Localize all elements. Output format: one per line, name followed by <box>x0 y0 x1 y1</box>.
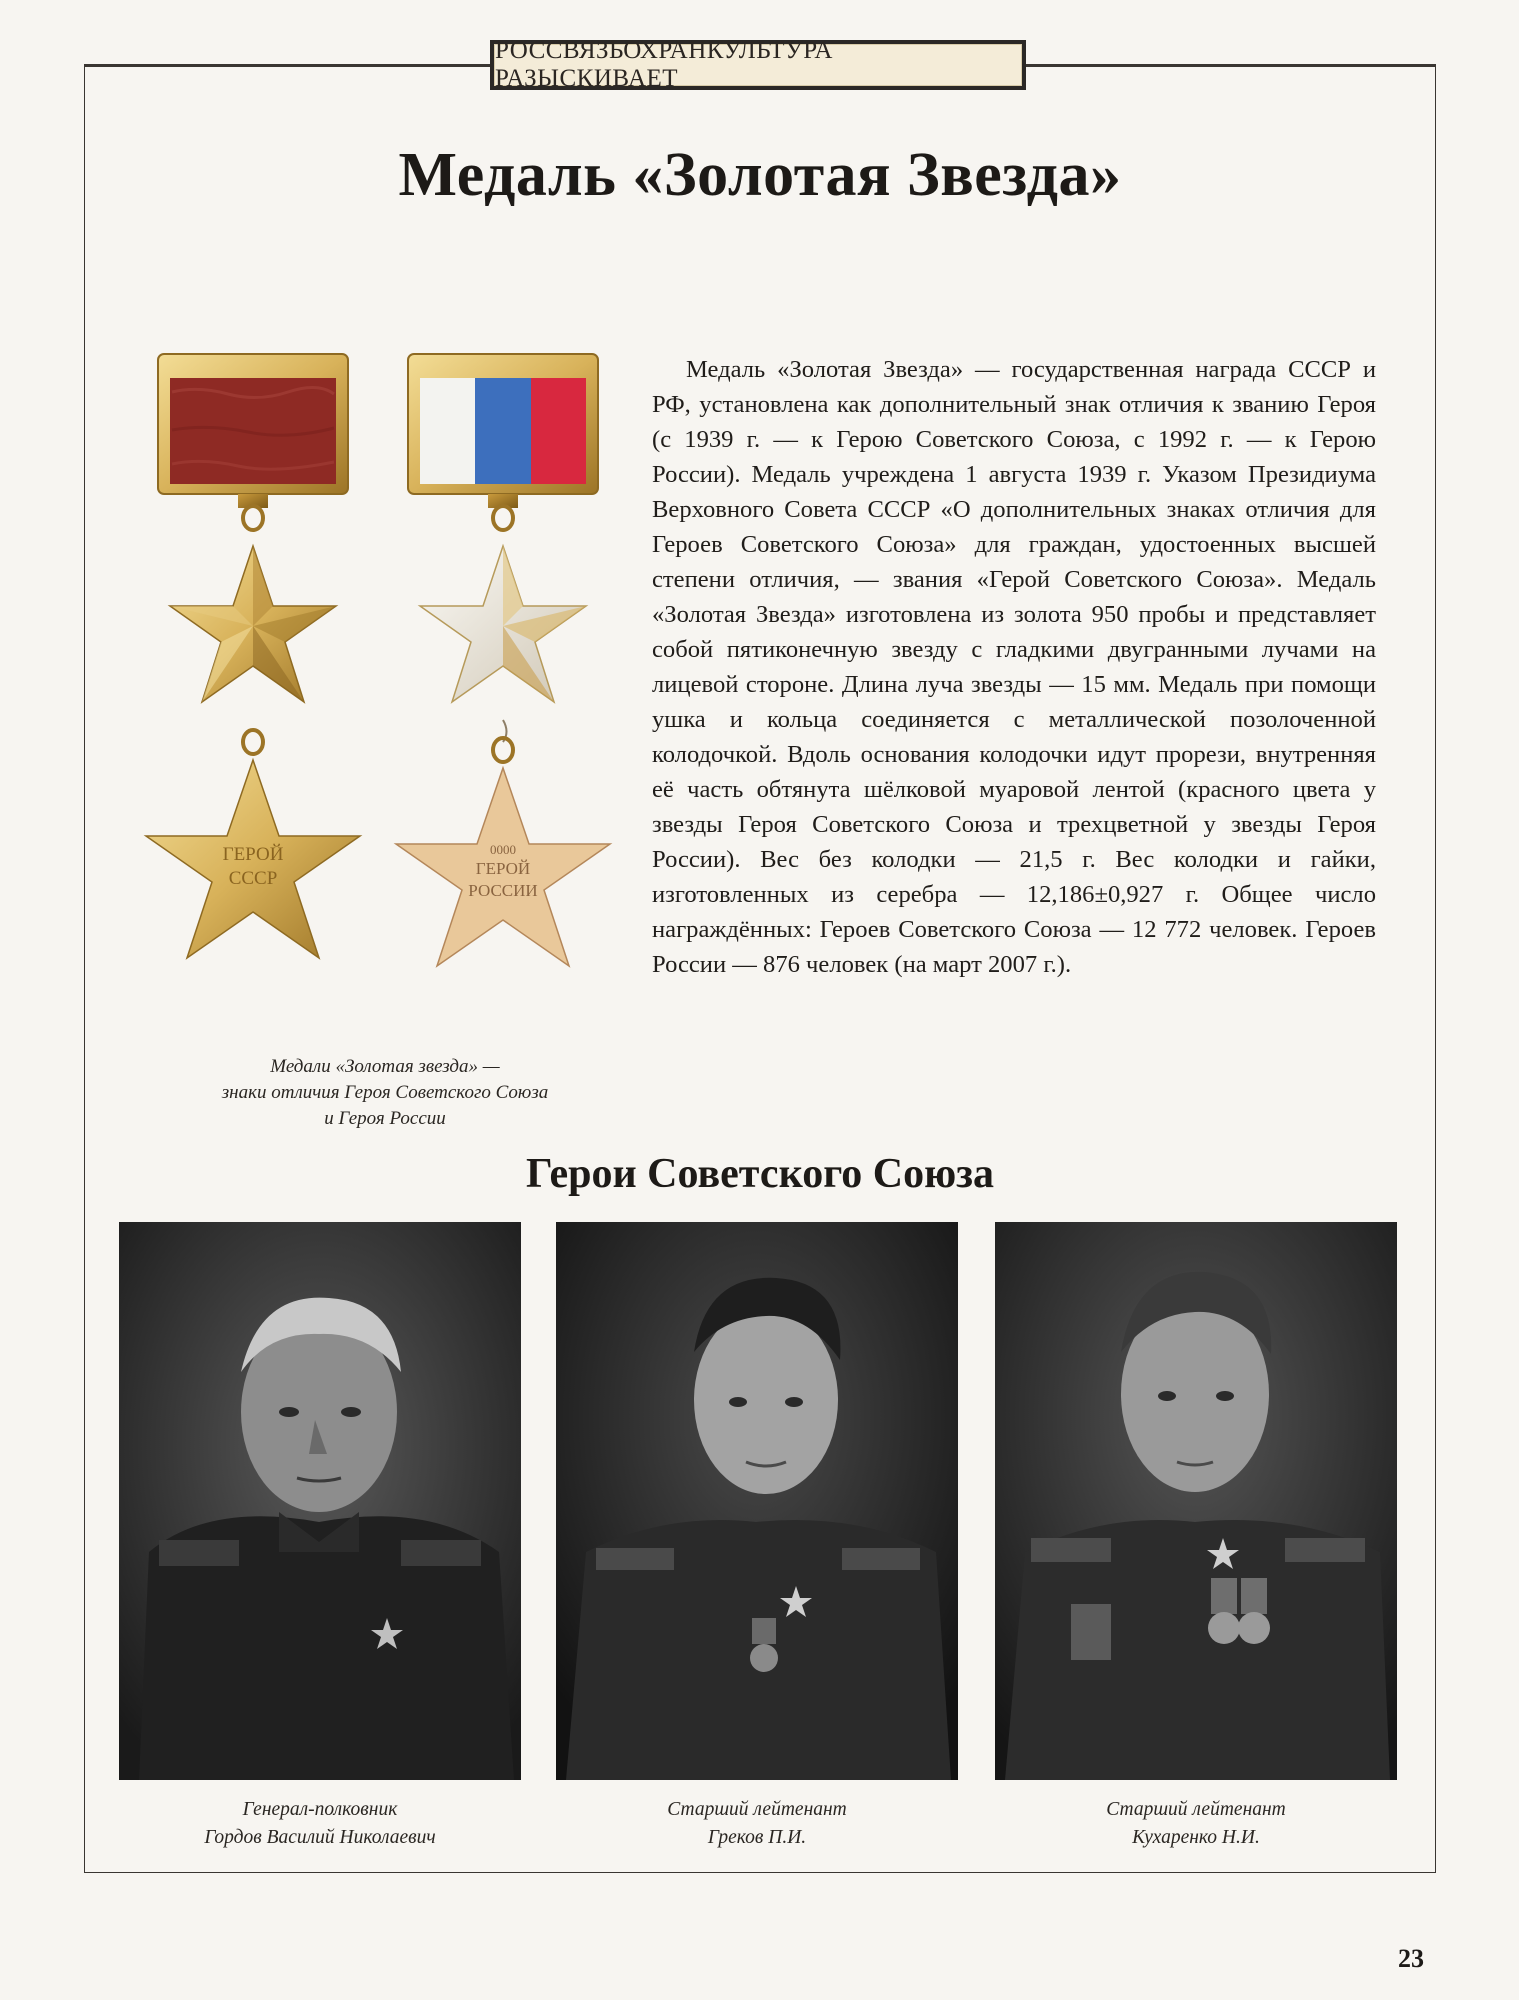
caption-rank: Старший лейтенант <box>667 1799 847 1820</box>
ussr-medal-reverse <box>146 730 360 958</box>
article-title: Медаль «Золотая Звезда» <box>398 141 1122 209</box>
page-number: 23 <box>1398 1944 1424 1973</box>
section-header <box>490 37 1026 92</box>
portrait-caption <box>556 1796 958 1852</box>
medals-caption <box>170 1054 600 1132</box>
portrait-caption <box>995 1796 1397 1852</box>
russia-medal-obverse <box>408 354 598 702</box>
caption-name: Греков П.И. <box>707 1827 807 1848</box>
caption-name: Кухаренко Н.И. <box>1132 1827 1260 1848</box>
medals-illustration <box>138 340 628 1000</box>
portrait-photo-kukharenko <box>995 1222 1397 1780</box>
article-paragraph: Медаль «Золотая Звезда» — государственная награда СССР и РФ, установлена как дополнительный знак отличия к званию Героя (с 1939 г. — к Герою Советского Союза, с 1992 г. — к Герою России). Медаль учреждена 1 августа 1939 г. Указом Президиума Верховного Совета СССР «О дополнительных знаках отличия для Героев Советского Союза» для граждан, удостоенных высшей степени отличия, — звания «Герой Советского Союза». Медаль «Золотая Звезда» изготовлена из золота 950 пробы и представляет собой пятиконечную звезду с гладкими двугранными лучами на лицевой стороне. Длина луча звезды — 15 мм. Медаль при помощи ушка и кольца соединяется с металлической позолоченной колодочкой. Вдоль основания колодочки идут прорези, внутренняя её часть обтянута шёлковой муаровой лентой (красного цвета у звезды Героя Советского Союза и трехцветной у звезды Героя России). Вес без колодки — 21,5 г. Вес колодки и гайки, изготовленных из серебра — 12,186±0,927 г. Общее число награждённых: Героев Советского Союза — 12 772 человек. Героев России — 876 человек (на март 2007 г.). <box>652 356 1376 978</box>
caption-name: Гордов Василий Николаевич <box>204 1827 436 1848</box>
portrait-photo-grekov <box>556 1222 958 1780</box>
ribbon-white <box>420 378 475 484</box>
russia-reverse-line2: РОССИИ <box>468 881 538 900</box>
header-rule-left <box>84 64 490 66</box>
medals-caption-line: знаки отличия Героя Советского Союза <box>221 1082 549 1103</box>
caption-rank: Старший лейтенант <box>1106 1799 1286 1820</box>
heroes-section-title: Герои Советского Союза <box>525 1151 995 1197</box>
portrait-caption <box>119 1796 521 1852</box>
ussr-medal-obverse <box>158 354 348 702</box>
section-label: РОССВЯЗЬОХРАНКУЛЬТУРА РАЗЫСКИВАЕТ <box>494 44 1022 86</box>
ribbon-red-stripe <box>531 378 586 484</box>
medals-caption-line: Медали «Золотая звезда» — <box>270 1056 500 1077</box>
ribbon-blue <box>475 378 531 484</box>
caption-rank: Генерал-полковник <box>242 1799 398 1820</box>
article-body <box>652 352 1376 982</box>
russia-reverse-line1: ГЕРОЙ <box>475 859 531 878</box>
russia-reverse-serial: 0000 <box>490 842 516 857</box>
ussr-reverse-line1: ГЕРОЙ <box>222 844 284 865</box>
ussr-reverse-line2: СССР <box>228 868 278 889</box>
russia-medal-reverse <box>396 720 610 966</box>
portrait-photo-gordov <box>119 1222 521 1780</box>
header-rule-right <box>1026 64 1436 66</box>
medals-caption-line: и Героя России <box>324 1108 446 1129</box>
